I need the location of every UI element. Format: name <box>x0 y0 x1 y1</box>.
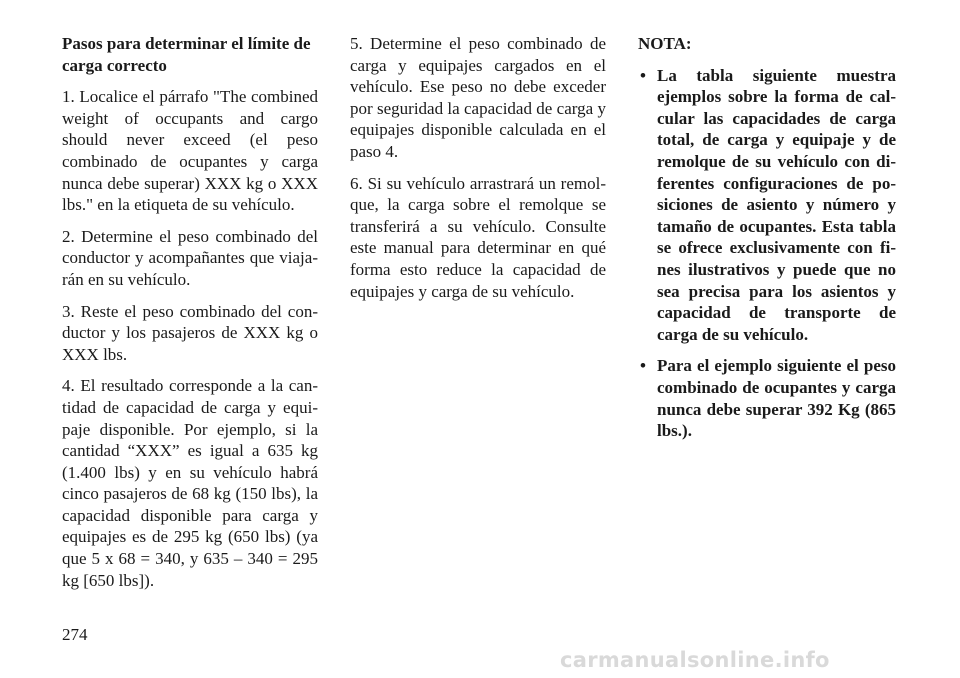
note-item-1 <box>638 65 896 346</box>
watermark <box>560 648 950 674</box>
watermark-text: carmanualsonline.info <box>560 648 830 672</box>
note-list <box>638 65 896 442</box>
section-heading: Pasos para determinar el límite de carga correcto <box>62 34 311 75</box>
note-text-2: Para el ejemplo siguiente el peso combinado de ocupantes y carga nunca debe superar 392 Kg (865 lbs.). <box>657 356 896 441</box>
note-label: NOTA: <box>638 34 692 53</box>
step-1: 1. Localice el párrafo "The combined weight of occupants and cargo should never exceed (el peso combinado de ocupantes y carga nunca debe superar) XXX kg o XXX lbs." en la etiqueta de su vehículo. <box>62 87 318 215</box>
middle-column <box>350 33 606 312</box>
step-3: 3. Reste el peso combinado del conductor y los pasajeros de XXX kg o XXX lbs. <box>62 301 318 364</box>
note-text-1: La tabla siguiente muestra ejemplos sobre la forma de calcular las capacidades de carga total, de carga y equipaje y de remolque de su vehículo con diferentes configuraciones de posiciones de asiento y número y tamaño de ocupantes. Esta tabla se ofrece exclusivamente con fines ilustrativos y puede que no sea precisa para los asientos y capacidad de transporte de carga de su vehículo. <box>657 65 896 344</box>
bullet-icon: • <box>640 356 646 376</box>
step-4: 4. El resultado corresponde a la cantidad de capacidad de carga y equipaje disponible. Por ejemplo, si la cantidad “XXX” es igual a 635 kg (1.400 lbs) y en su vehículo habrá cinco pasajeros de 68 kg (150 lbs), la capacidad disponible para carga y equipajes es de 295 kg (650 lbs) (ya que 5 x 68 = 340, y 635 – 340 = 295 kg [650 lbs]). <box>62 376 318 590</box>
right-column <box>638 33 896 452</box>
step-5: 5. Determine el peso combinado de carga y equipajes cargados en el vehículo. Ese peso no debe exceder por seguridad la capacidad de carga y equipajes disponible calculada en el paso 4. <box>350 34 606 161</box>
bullet-icon: • <box>640 65 646 85</box>
page-number: 274 <box>62 625 88 644</box>
left-column <box>62 33 318 601</box>
note-item-2 <box>638 355 896 441</box>
step-6: 6. Si su vehículo arrastrará un remolque, la carga sobre el remolque se transferirá a su vehículo. Consulte este manual para determinar en qué forma esto reduce la capacidad de equipajes y carga de su vehículo. <box>350 173 606 301</box>
step-2: 2. Determine el peso combinado del conductor y acompañantes que viajarán en su vehículo. <box>62 226 318 289</box>
